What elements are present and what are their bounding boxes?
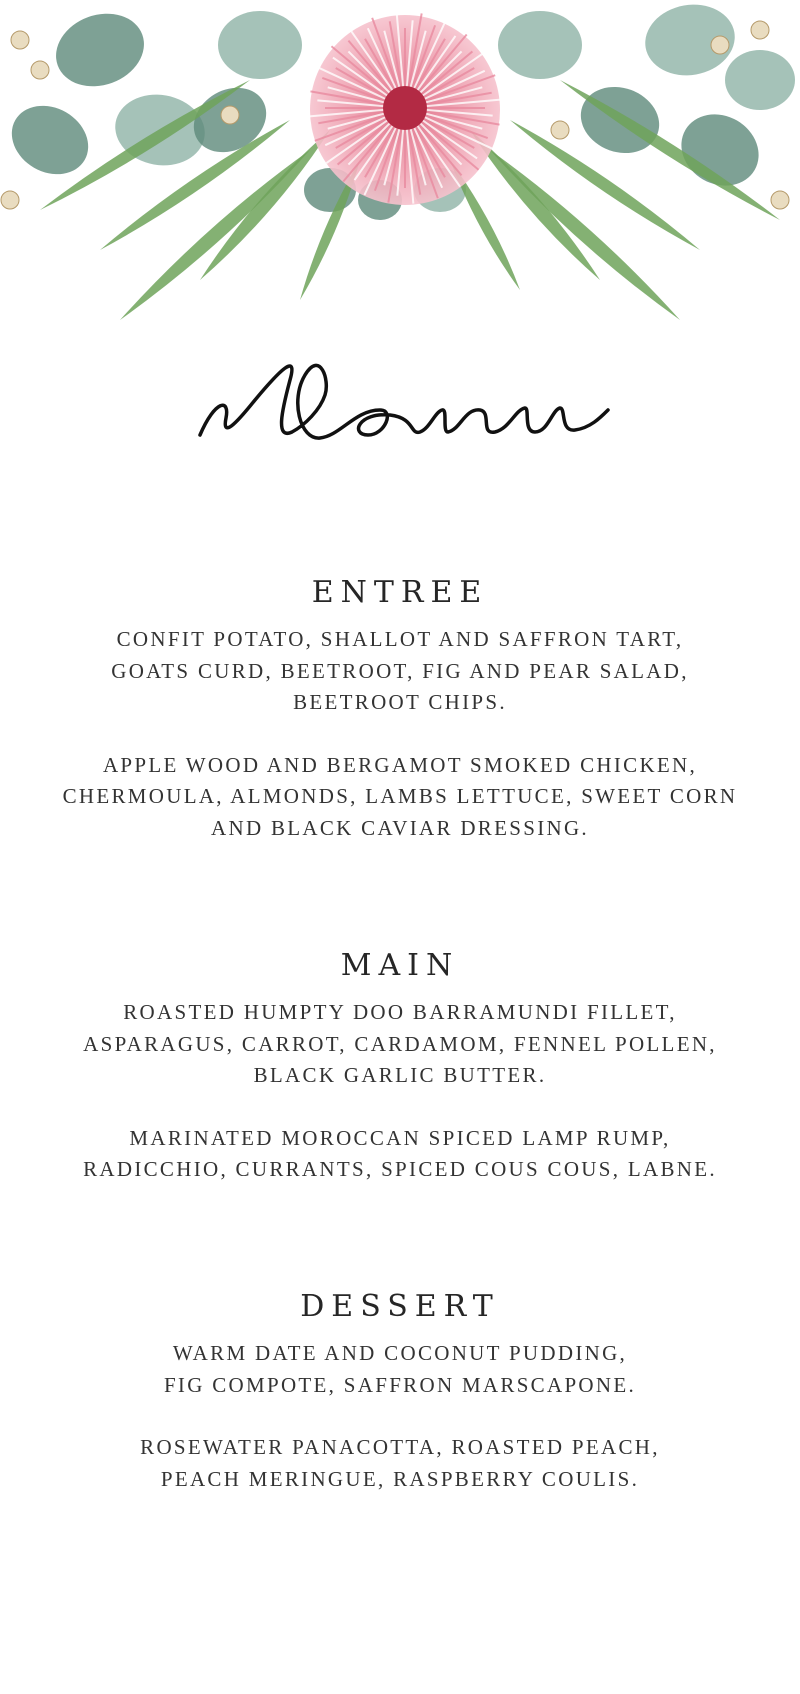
- floral-header: [0, 0, 800, 340]
- dish-item: [0, 750, 800, 845]
- dish-item: [0, 1338, 800, 1401]
- section-entree: [0, 575, 800, 875]
- gum-nut-icon: [711, 36, 729, 54]
- dish-line: ASPARAGUS, CARROT, CARDAMOM, FENNEL POLLEN,: [83, 1031, 717, 1056]
- dish-line: RADICCHIO, CURRANTS, SPICED COUS COUS, LABNE.: [83, 1157, 717, 1181]
- gum-nut-icon: [751, 21, 769, 39]
- gum-nut-icon: [551, 121, 569, 139]
- section-heading: ENTREE: [311, 575, 489, 610]
- gum-nut-icon: [771, 191, 789, 209]
- dish-line: BEETROOT CHIPS.: [293, 690, 507, 714]
- dish-item: [0, 1432, 800, 1495]
- section-heading: MAIN: [340, 948, 460, 983]
- section-heading: DESSERT: [300, 1289, 500, 1324]
- section-main: [0, 948, 800, 1217]
- menu-title: [0, 340, 800, 480]
- dish-line: WARM DATE AND COCONUT PUDDING,: [172, 1341, 628, 1365]
- dish-line: PEACH MERINGUE, RASPBERRY COULIS.: [160, 1466, 640, 1491]
- dish-item: [0, 997, 800, 1092]
- gum-nut-icon: [11, 31, 29, 49]
- dish-line: APPLE WOOD AND BERGAMOT SMOKED CHICKEN,: [102, 752, 698, 777]
- eucalyptus-leaf-icon: [725, 50, 795, 110]
- svg-text:Menu: Menu: [398, 470, 402, 471]
- gum-nut-icon: [31, 61, 49, 79]
- dish-item: [0, 1123, 800, 1186]
- gum-flower-icon: [309, 12, 500, 205]
- gum-nut-icon: [221, 106, 239, 124]
- dish-line: ROSEWATER PANACOTTA, ROASTED PEACH,: [140, 1435, 660, 1459]
- dish-line: GOATS CURD, BEETROOT, FIG AND PEAR SALAD,: [111, 658, 689, 683]
- menu-title-script: [180, 340, 620, 480]
- dish-line: CHERMOULA, ALMONDS, LAMBS LETTUCE, SWEET CORN: [62, 784, 738, 808]
- eucalyptus-leaf-icon: [200, 130, 330, 280]
- eucalyptus-leaf-icon: [218, 11, 302, 79]
- dish-line: BLACK GARLIC BUTTER.: [253, 1063, 547, 1087]
- dish-line: MARINATED MOROCCAN SPICED LAMP RUMP,: [129, 1125, 671, 1150]
- gum-nut-icon: [1, 191, 19, 209]
- section-dessert: [0, 1289, 800, 1526]
- dish-item: [0, 624, 800, 719]
- eucalyptus-leaf-icon: [0, 92, 101, 187]
- dish-line: ROASTED HUMPTY DOO BARRAMUNDI FILLET,: [123, 1000, 677, 1024]
- dish-line: CONFIT POTATO, SHALLOT AND SAFFRON TART,: [116, 627, 684, 651]
- dish-line: AND BLACK CAVIAR DRESSING.: [211, 815, 589, 840]
- eucalyptus-leaf-icon: [498, 11, 582, 79]
- eucalyptus-leaf-icon: [46, 2, 155, 99]
- dish-line: FIG COMPOTE, SAFFRON MARSCAPONE.: [163, 1372, 637, 1397]
